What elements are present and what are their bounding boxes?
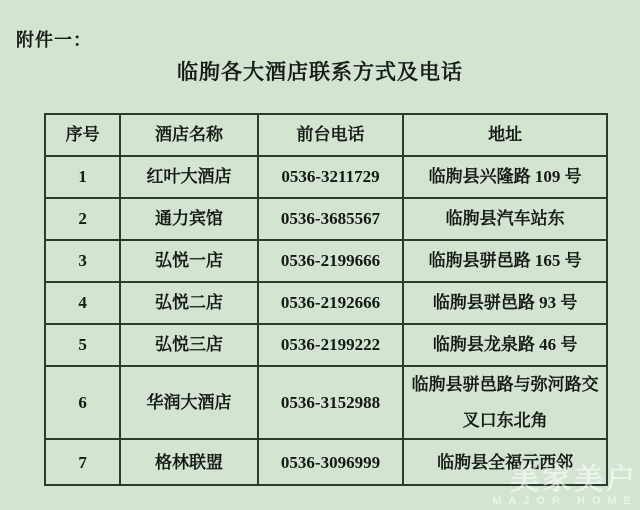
- table-row: [45, 324, 607, 366]
- watermark-subtitle-text: MAJOR HOME: [492, 494, 638, 507]
- cell-serial-number: 7: [45, 439, 120, 485]
- cell-phone: 0536-2192666: [258, 282, 404, 324]
- cell-serial-number: 4: [45, 282, 120, 324]
- cell-hotel-name: 格林联盟: [120, 439, 257, 485]
- cell-phone: 0536-3685567: [258, 198, 404, 240]
- cell-serial-number: 2: [45, 198, 120, 240]
- header-front-desk-phone: 前台电话: [258, 114, 404, 156]
- cell-hotel-name: 红叶大酒店: [120, 156, 257, 198]
- header-hotel-name: 酒店名称: [120, 114, 257, 156]
- cell-address: 临朐县骈邑路 93 号: [403, 282, 607, 324]
- cell-phone: 0536-2199666: [258, 240, 404, 282]
- cell-address: 临朐县汽车站东: [403, 198, 607, 240]
- cell-address: 临朐县全福元西邻: [403, 439, 607, 485]
- attachment-label: 附件一：: [16, 30, 92, 50]
- cell-address: 临朐县龙泉路 46 号: [403, 324, 607, 366]
- cell-address: 临朐县兴隆路 109 号: [403, 156, 607, 198]
- watermark-brand-text: 美家美户: [509, 463, 638, 496]
- cell-phone: 0536-2199222: [258, 324, 404, 366]
- cell-serial-number: 6: [45, 366, 120, 439]
- cell-phone: 0536-3096999: [258, 439, 404, 485]
- cell-serial-number: 1: [45, 156, 120, 198]
- header-serial-number: 序号: [45, 114, 120, 156]
- header-address: 地址: [403, 114, 607, 156]
- cell-hotel-name: 弘悦三店: [120, 324, 257, 366]
- cell-hotel-name: 弘悦二店: [120, 282, 257, 324]
- cell-address: 临朐县骈邑路与弥河路交叉口东北角: [403, 366, 607, 439]
- cell-phone: 0536-3211729: [258, 156, 404, 198]
- table-row: [45, 366, 607, 439]
- table-row: [45, 282, 607, 324]
- table-row: [45, 156, 607, 198]
- table-header-row: [45, 114, 607, 156]
- table-row: [45, 439, 607, 485]
- page-title: 临朐各大酒店联系方式及电话: [177, 60, 463, 84]
- cell-serial-number: 5: [45, 324, 120, 366]
- cell-serial-number: 3: [45, 240, 120, 282]
- cell-hotel-name: 通力宾馆: [120, 198, 257, 240]
- hotel-contact-table: [44, 113, 608, 486]
- cell-hotel-name: 弘悦一店: [120, 240, 257, 282]
- cell-hotel-name: 华润大酒店: [120, 366, 257, 439]
- table-row: [45, 198, 607, 240]
- cell-phone: 0536-3152988: [258, 366, 404, 439]
- cell-address: 临朐县骈邑路 165 号: [403, 240, 607, 282]
- table-row: [45, 240, 607, 282]
